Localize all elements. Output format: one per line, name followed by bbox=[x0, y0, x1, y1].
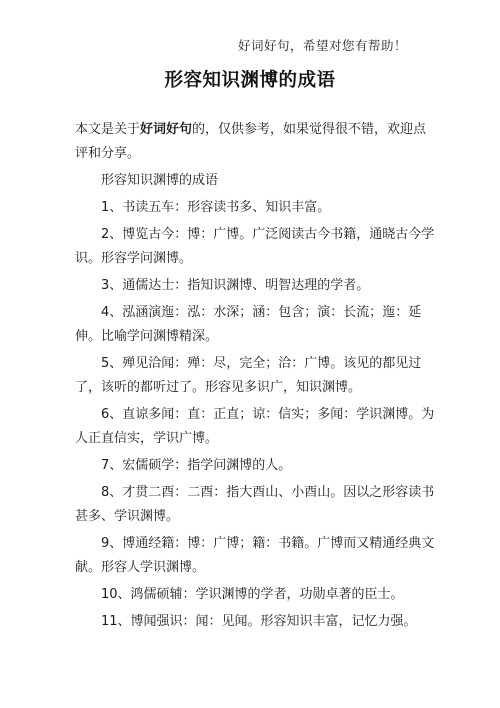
list-item: 9、博通经籍：博：广博；籍：书籍。广博而又精通经典文献。形容人学识渊博。 bbox=[75, 536, 435, 575]
header-note: 好词好句，希望对您有帮助！ bbox=[238, 38, 408, 53]
list-item: 6、直谅多闻：直：正直；谅：信实；多闻：学识渊博。为人正直信实，学识广博。 bbox=[75, 407, 435, 446]
list-item: 1、书读五车：形容读书多、知识丰富。 bbox=[101, 200, 331, 215]
list-item: 8、才贯二酉：二酉：指大酉山、小酉山。因以之形容读书甚多、学识渊博。 bbox=[75, 485, 435, 524]
list-item: 5、殚见洽闻：殚：尽，完全；洽：广博。该见的都见过了，该听的都听过了。形容见多识广，知识渊博。 bbox=[75, 356, 422, 395]
intro-prefix: 本文是关于 bbox=[75, 122, 141, 137]
section-subtitle: 形容知识渊博的成语 bbox=[101, 173, 219, 188]
intro-paragraph bbox=[75, 118, 435, 166]
article-body bbox=[75, 118, 435, 637]
intro-keyword-link[interactable]: 好词好句 bbox=[140, 122, 193, 137]
list-item: 2、博览古今：博：广博。广泛阅读古今书籍，通晓古今学识。形容学问渊博。 bbox=[75, 227, 435, 266]
intro-suffix: 的，仅供参考，如果觉得很不错，欢迎点评和分享。 bbox=[75, 122, 427, 161]
list-item: 4、泓涵演迤：泓：水深；涵：包含；演：长流；迤：延伸。比喻学问渊博精深。 bbox=[75, 305, 422, 344]
list-item: 11、博闻强识：闻：见闻。形容知识丰富，记忆力强。 bbox=[101, 614, 417, 629]
page-title: 形容知识渊博的成语 bbox=[164, 70, 336, 91]
list-item: 7、宏儒硕学：指学问渊博的人。 bbox=[101, 458, 292, 473]
list-item: 10、鸿儒硕辅：学识渊博的学者，功勋卓著的臣士。 bbox=[101, 587, 404, 602]
list-item: 3、通儒达士：指知识渊博、明智达理的学者。 bbox=[101, 278, 370, 293]
